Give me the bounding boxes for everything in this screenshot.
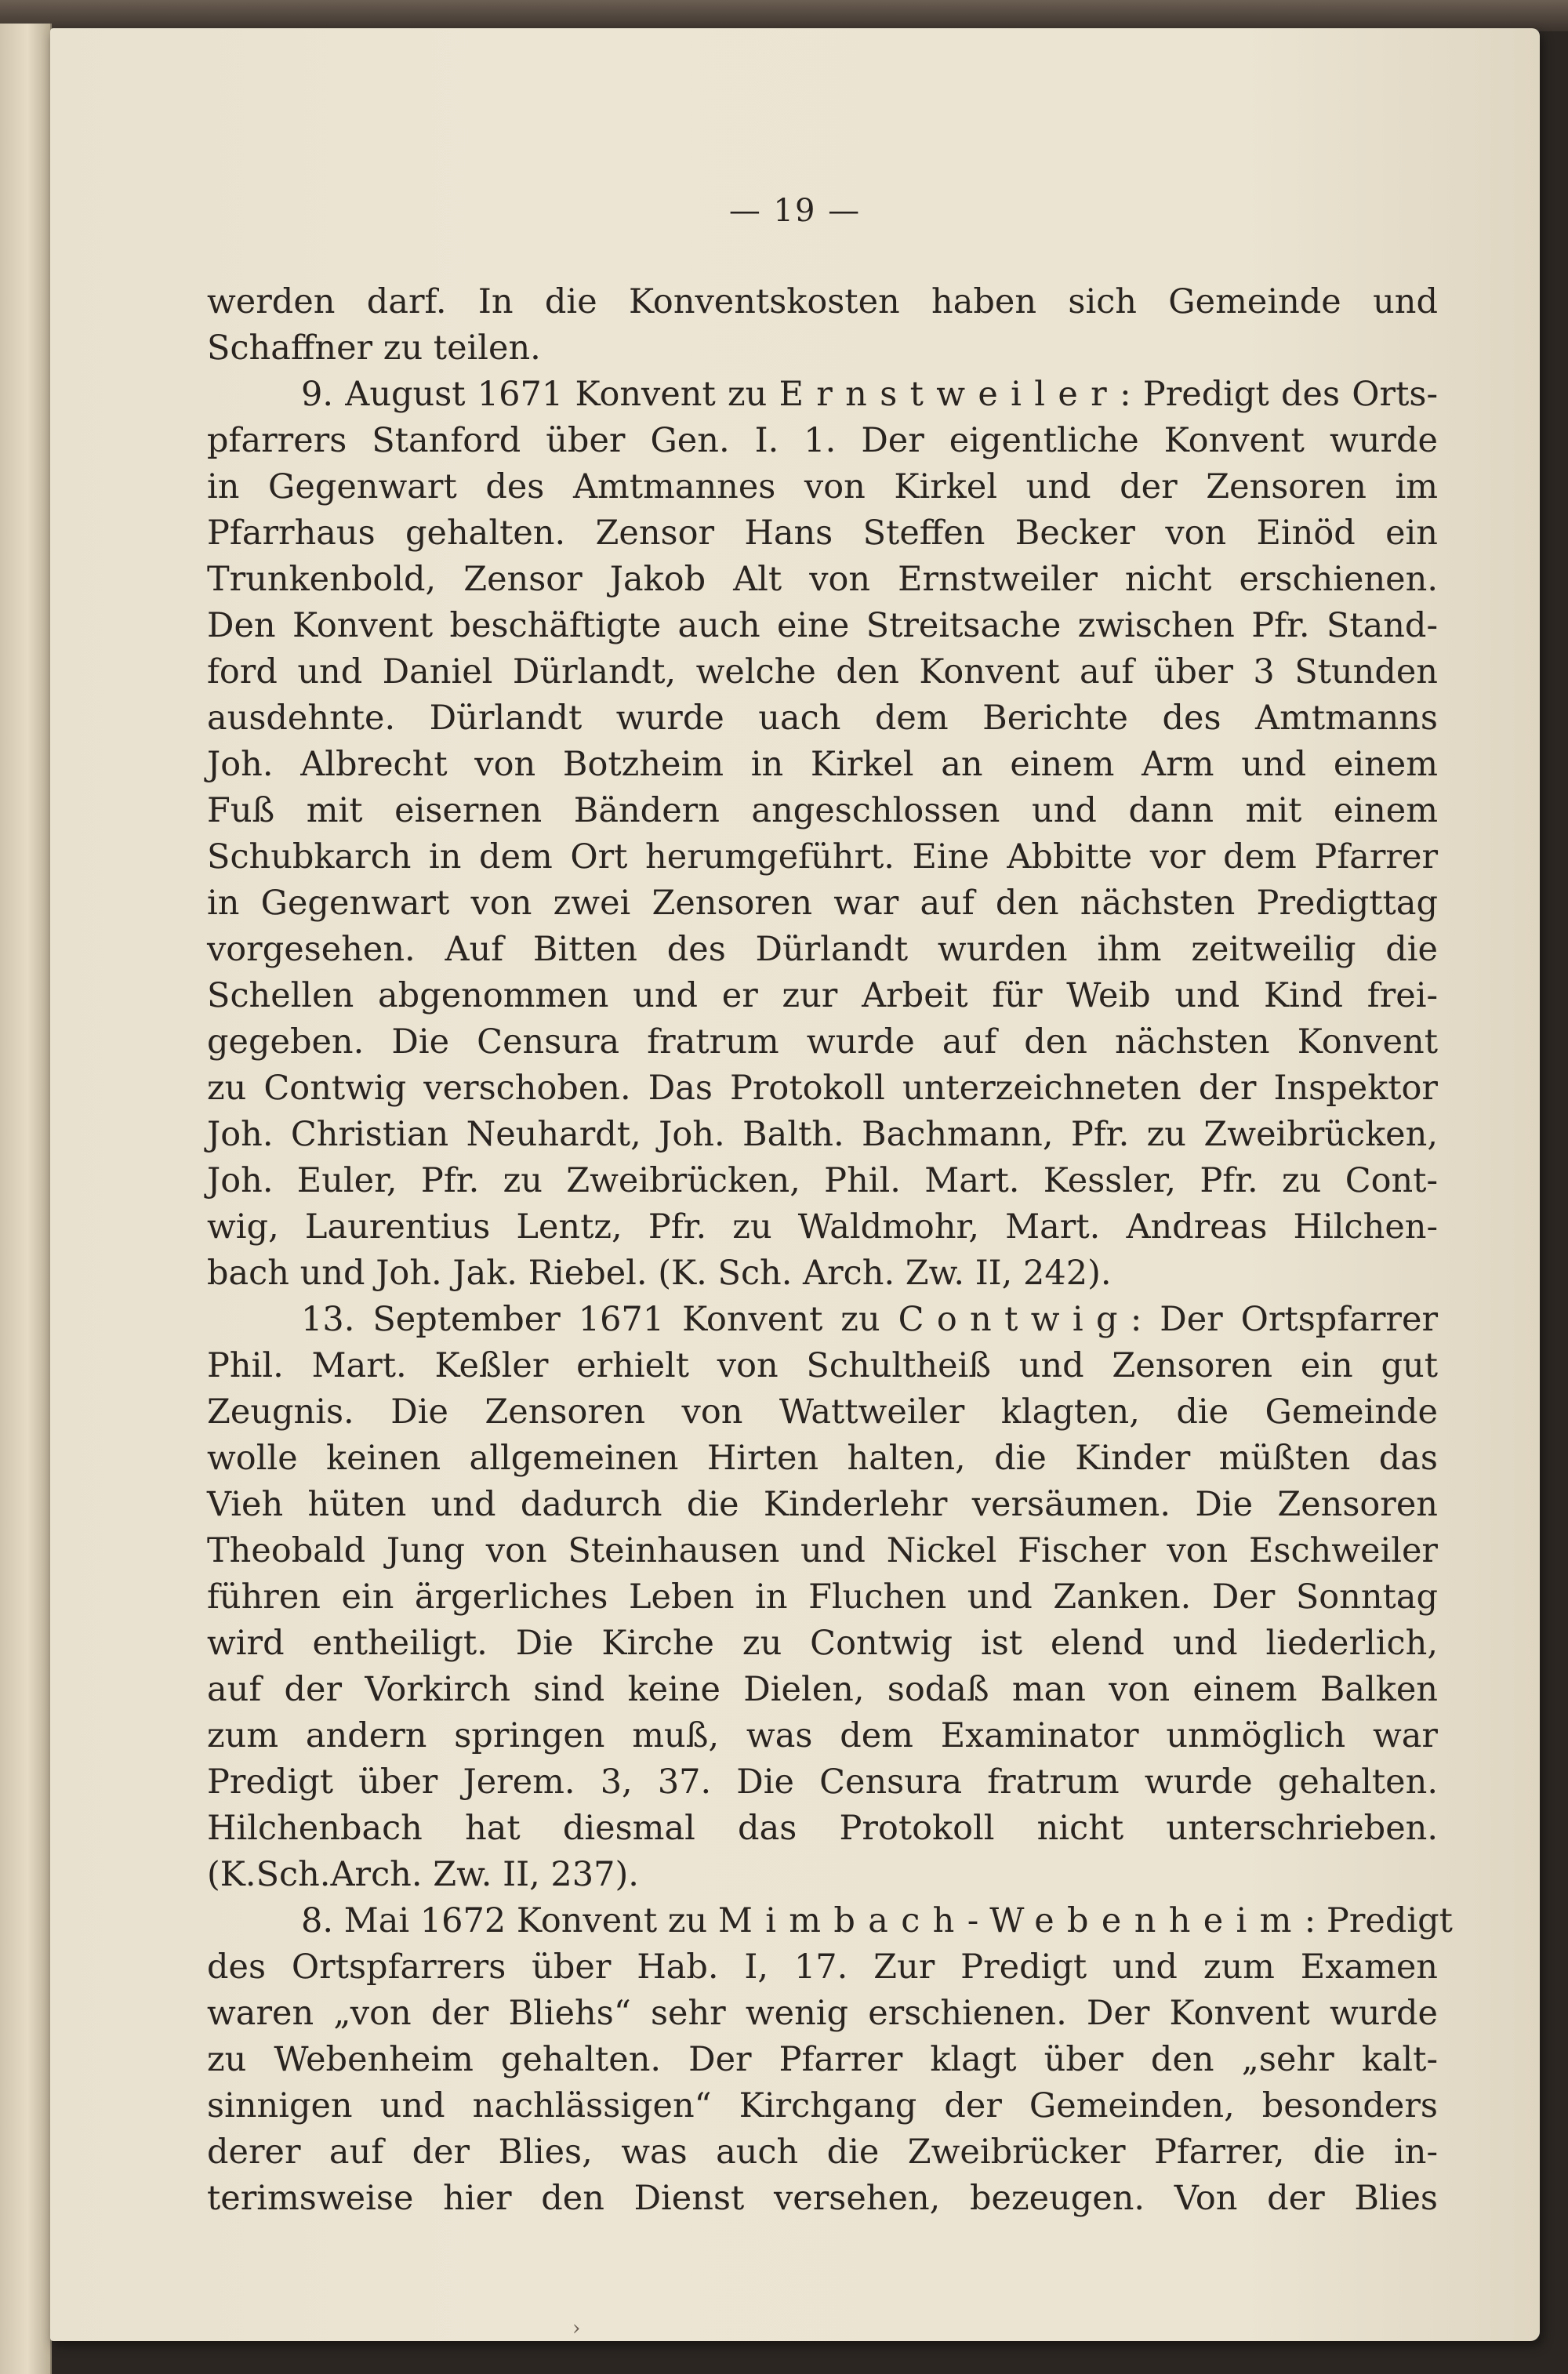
text-line-content: Hilchenbach hat diesmal das Protokoll nicht unterschrieben. xyxy=(207,1809,1438,1848)
text-line-content: Schaffner zu teilen. xyxy=(207,329,541,368)
text-line xyxy=(207,1482,1438,1528)
text-line xyxy=(207,695,1438,742)
text-line xyxy=(207,2176,1438,2222)
text-line-content: pfarrers Stanford über Gen. I. 1. Der eigentliche Konvent wurde xyxy=(207,421,1438,460)
text-line-content: Joh. Albrecht von Botzheim in Kirkel an einem Arm und einem xyxy=(207,745,1438,784)
text-line xyxy=(207,1574,1438,1621)
text-line xyxy=(207,649,1438,695)
text-line-content: des Ortspfarrers über Hab. I, 17. Zur Predigt und zum Examen xyxy=(207,1947,1438,1987)
text-line xyxy=(207,1621,1438,1667)
text-line xyxy=(207,927,1438,973)
text-line xyxy=(207,1436,1438,1482)
text-line xyxy=(207,1112,1438,1158)
text-line xyxy=(207,1898,1453,1944)
text-line-content: Theobald Jung von Steinhausen und Nickel Fischer von Eschweiler xyxy=(207,1531,1438,1570)
text-line-content: (K.Sch.Arch. Zw. II, 237). xyxy=(207,1855,639,1894)
text-line-content: ford und Daniel Dürlandt, welche den Konvent auf über 3 Stunden xyxy=(207,652,1438,692)
text-line-rest: : Predigt xyxy=(1304,1901,1453,1940)
text-line xyxy=(207,1389,1438,1436)
text-line-content: werden darf. In die Konventskosten haben sich Gemeinde und xyxy=(207,282,1438,321)
text-line-content: in Gegenwart des Amtmannes von Kirkel und der Zensoren im xyxy=(207,467,1438,506)
book-top-edge xyxy=(0,0,1568,31)
text-line xyxy=(207,418,1438,464)
text-line xyxy=(207,1204,1438,1251)
text-line-content: 9. August 1671 Konvent zu xyxy=(301,375,779,414)
text-line-rest: : Der Ortspfarrer xyxy=(1130,1300,1438,1339)
text-line xyxy=(207,557,1438,603)
text-line xyxy=(207,1713,1438,1759)
text-line xyxy=(207,1806,1438,1852)
text-line xyxy=(207,1158,1438,1204)
text-line xyxy=(207,1991,1438,2037)
page-body-text xyxy=(207,279,1453,2222)
text-line-content: Predigt über Jerem. 3, 37. Die Censura fratrum wurde gehalten. xyxy=(207,1762,1438,1802)
text-line xyxy=(207,603,1438,649)
text-line-content: Vieh hüten und dadurch die Kinderlehr versäumen. Die Zensoren xyxy=(207,1485,1438,1524)
text-line xyxy=(207,372,1438,418)
text-line-rest: : Predigt des Orts- xyxy=(1120,375,1438,414)
text-line-content: vorgesehen. Auf Bitten des Dürlandt wurden ihm zeitweilig die xyxy=(207,930,1438,969)
text-line-content: Zeugnis. Die Zensoren von Wattweiler klagten, die Gemeinde xyxy=(207,1392,1438,1432)
text-line xyxy=(207,1065,1438,1112)
text-line-content: Joh. Christian Neuhardt, Joh. Balth. Bachmann, Pfr. zu Zweibrücken, xyxy=(207,1115,1438,1154)
text-line xyxy=(207,464,1438,510)
text-line xyxy=(207,279,1438,325)
text-line-content: wird entheiligt. Die Kirche zu Contwig ist elend und liederlich, xyxy=(207,1624,1438,1663)
text-line-content: derer auf der Blies, was auch die Zweibrücker Pfarrer, die in- xyxy=(207,2133,1438,2172)
text-line xyxy=(207,880,1438,927)
text-line-content: Den Konvent beschäftigte auch eine Streitsache zwischen Pfr. Stand- xyxy=(207,606,1438,645)
text-line xyxy=(207,834,1438,880)
text-line-content: Schellen abgenommen und er zur Arbeit für Weib und Kind frei- xyxy=(207,976,1438,1015)
text-line xyxy=(207,1852,1438,1898)
spaced-place-name: Ernstweiler xyxy=(779,375,1120,414)
text-line-content: auf der Vorkirch sind keine Dielen, sodaß man von einem Balken xyxy=(207,1670,1438,1709)
text-line xyxy=(207,325,1438,372)
text-line-content: Fuß mit eisernen Bändern angeschlossen und dann mit einem xyxy=(207,791,1438,830)
text-line-content: ausdehnte. Dürlandt wurde uach dem Berichte des Amtmanns xyxy=(207,699,1438,738)
text-line-content: Pfarrhaus gehalten. Zensor Hans Steffen Becker von Einöd ein xyxy=(207,514,1438,553)
text-line-content: wig, Laurentius Lentz, Pfr. zu Waldmohr, Mart. Andreas Hilchen- xyxy=(207,1207,1438,1247)
spaced-place-name: Mimbach-Webenheim xyxy=(717,1901,1305,1940)
text-line-content: bach und Joh. Jak. Riebel. (K. Sch. Arch. Zw. II, 242). xyxy=(207,1254,1112,1293)
text-line-content: zu Webenheim gehalten. Der Pfarrer klagt über den „sehr kalt- xyxy=(207,2040,1438,2079)
margin-mark: › xyxy=(572,2317,581,2340)
text-line-content: zum andern springen muß, was dem Examinator unmöglich war xyxy=(207,1716,1438,1755)
text-line xyxy=(207,742,1438,788)
text-line xyxy=(207,2037,1438,2083)
text-line-content: wolle keinen allgemeinen Hirten halten, die Kinder müßten das xyxy=(207,1439,1438,1478)
text-line-content: Joh. Euler, Pfr. zu Zweibrücken, Phil. Mart. Kessler, Pfr. zu Cont- xyxy=(207,1161,1438,1200)
text-line-content: terimsweise hier den Dienst versehen, bezeugen. Von der Blies xyxy=(207,2179,1438,2218)
text-line xyxy=(207,788,1438,834)
text-line xyxy=(207,1019,1438,1065)
text-line xyxy=(207,510,1438,557)
text-line-content: Phil. Mart. Keßler erhielt von Schultheiß und Zensoren ein gut xyxy=(207,1346,1438,1385)
text-line-content: 13. September 1671 Konvent zu xyxy=(301,1300,898,1339)
text-line xyxy=(207,1297,1438,1343)
text-line-content: waren „von der Bliehs“ sehr wenig erschienen. Der Konvent wurde xyxy=(207,1994,1438,2033)
text-line-content: führen ein ärgerliches Leben in Fluchen und Zanken. Der Sonntag xyxy=(207,1577,1438,1617)
text-line xyxy=(207,1667,1438,1713)
page-number: — 19 — xyxy=(728,193,862,229)
spaced-place-name: Contwig xyxy=(898,1300,1131,1339)
text-line-content: Schubkarch in dem Ort herumgeführt. Eine Abbitte vor dem Pfarrer xyxy=(207,837,1438,877)
text-line xyxy=(207,2129,1438,2176)
text-line xyxy=(207,1944,1438,1991)
previous-page-edge xyxy=(0,24,52,2374)
text-line-content: gegeben. Die Censura fratrum wurde auf den nächsten Konvent xyxy=(207,1022,1438,1062)
book-page xyxy=(50,28,1540,2341)
text-line xyxy=(207,1251,1438,1297)
text-line xyxy=(207,2083,1438,2129)
text-line xyxy=(207,1343,1438,1389)
text-line xyxy=(207,1528,1438,1574)
text-line xyxy=(207,973,1438,1019)
text-line-content: zu Contwig verschoben. Das Protokoll unterzeichneten der Inspektor xyxy=(207,1069,1438,1108)
text-line-content: 8. Mai 1672 Konvent zu xyxy=(301,1901,718,1940)
text-line xyxy=(207,1759,1438,1806)
text-line-content: Trunkenbold, Zensor Jakob Alt von Ernstweiler nicht erschienen. xyxy=(207,560,1438,599)
text-line-content: sinnigen und nachlässigen“ Kirchgang der Gemeinden, besonders xyxy=(207,2086,1438,2125)
text-line-content: in Gegenwart von zwei Zensoren war auf den nächsten Predigttag xyxy=(207,884,1438,923)
